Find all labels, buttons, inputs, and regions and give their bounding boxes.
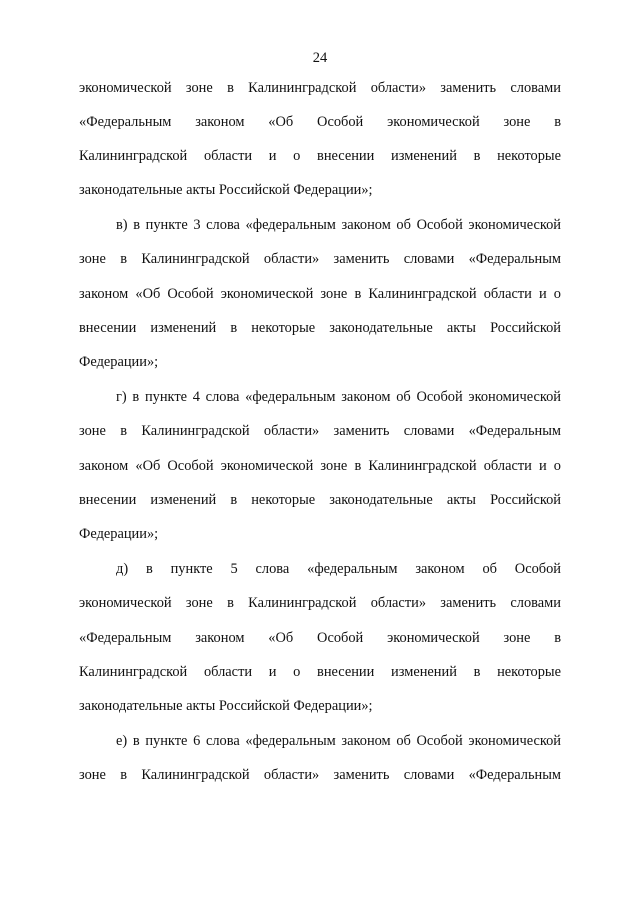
text-line: г) в пункте 4 слова «федеральным законом об Особой экономической <box>116 389 561 405</box>
text-line: зоне в Калининградской области» заменить словами «Федеральным <box>79 767 561 783</box>
text-line: е) в пункте 6 слова «федеральным законом об Особой экономической <box>116 733 561 749</box>
text-line: законом «Об Особой экономической зоне в Калининградской области и о <box>79 286 561 302</box>
text-line: законом «Об Особой экономической зоне в Калининградской области и о <box>79 458 561 474</box>
text-line: «Федеральным законом «Об Особой экономической зоне в <box>79 114 561 130</box>
text-line: экономической зоне в Калининградской области» заменить словами <box>79 595 561 611</box>
text-line: законодательные акты Российской Федерации»; <box>79 182 373 198</box>
text-line: внесении изменений в некоторые законодательные акты Российской <box>79 320 561 336</box>
text-line: д) в пункте 5 слова «федеральным законом об Особой <box>116 561 561 577</box>
text-line: Федерации»; <box>79 526 159 542</box>
text-line: внесении изменений в некоторые законодательные акты Российской <box>79 492 561 508</box>
text-line: в) в пункте 3 слова «федеральным законом об Особой экономической <box>116 217 561 233</box>
text-line: Калининградской области и о внесении изменений в некоторые <box>79 148 561 164</box>
text-line: «Федеральным законом «Об Особой экономической зоне в <box>79 630 561 646</box>
text-line: законодательные акты Российской Федерации»; <box>79 698 373 714</box>
text-line: Федерации»; <box>79 354 159 370</box>
text-line: экономической зоне в Калининградской области» заменить словами <box>79 80 561 96</box>
text-line: зоне в Калининградской области» заменить словами «Федеральным <box>79 251 561 267</box>
text-line: Калининградской области и о внесении изменений в некоторые <box>79 664 561 680</box>
text-line: зоне в Калининградской области» заменить словами «Федеральным <box>79 423 561 439</box>
page-number: 24 <box>312 50 328 66</box>
